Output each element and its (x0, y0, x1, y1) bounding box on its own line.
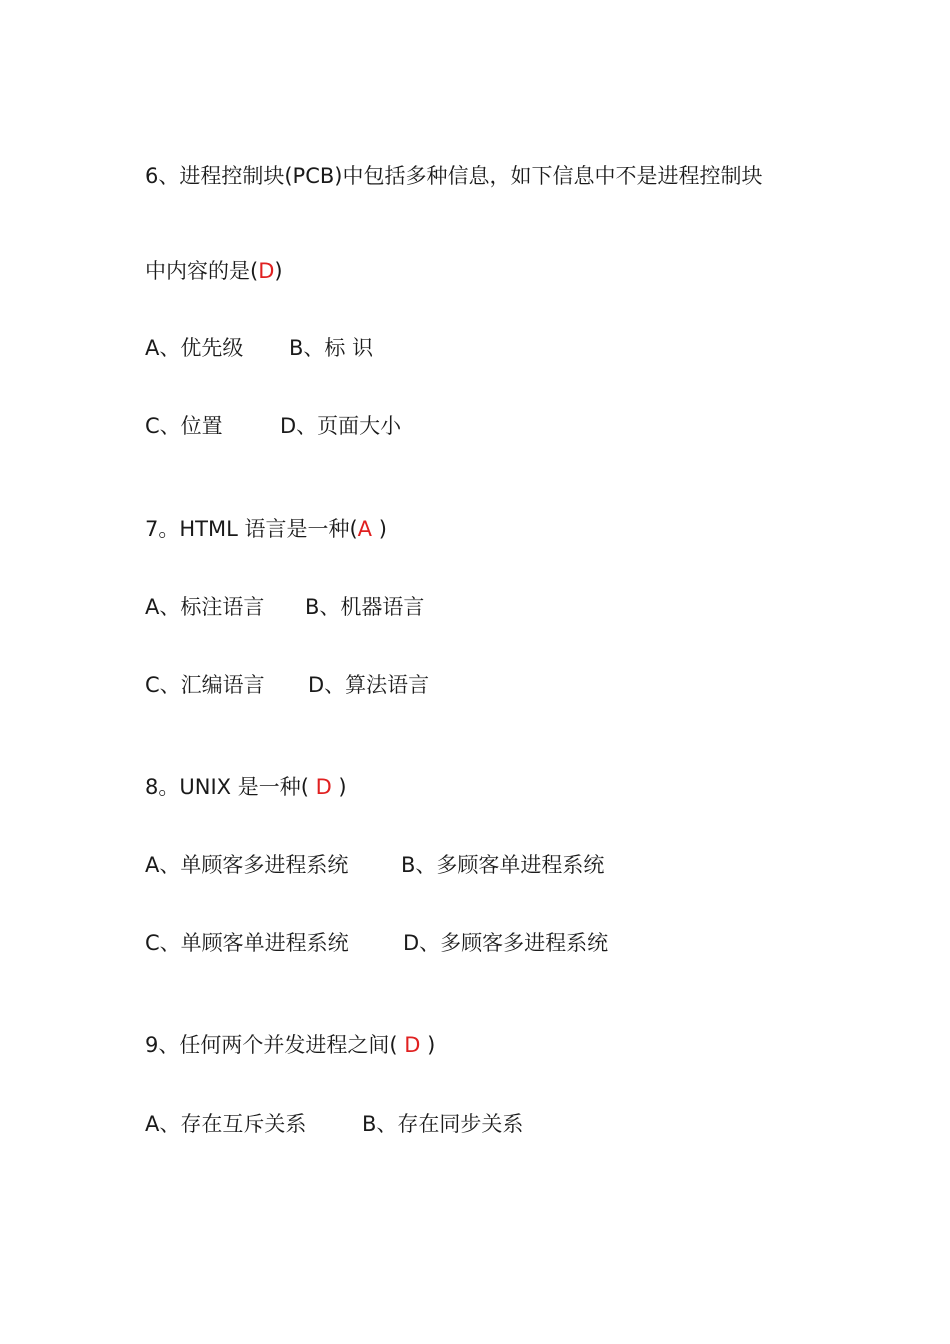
question-6-stem-prefix: 中内容的是( (145, 259, 259, 283)
question-7-options-row1 (145, 593, 425, 621)
question-6-options-row2 (145, 412, 402, 440)
question-7-answer: A (357, 517, 373, 541)
question-6-option-c: C、位置 (145, 414, 223, 438)
question-7-stem-prefix: 7。HTML 语言是一种( (145, 517, 358, 541)
question-9-stem-suffix: ) (420, 1033, 436, 1057)
question-8-options-row2 (145, 929, 609, 957)
question-7-stem (145, 515, 387, 543)
question-6-option-b: B、标 识 (289, 336, 374, 360)
question-7-option-b: B、机器语言 (305, 595, 425, 619)
question-8-option-d: D、多顾客多进程系统 (403, 931, 609, 955)
question-8-stem-suffix: ) (331, 775, 347, 799)
question-9-option-b: B、存在同步关系 (362, 1112, 524, 1136)
question-6-stem-line2 (145, 257, 283, 285)
question-7-option-a: A、标注语言 (145, 595, 265, 619)
question-6-stem-text: 6、进程控制块(PCB)中包括多种信息，如下信息中不是进程控制块 (145, 164, 763, 188)
question-7-option-d: D、算法语言 (308, 673, 430, 697)
question-7-option-c: C、汇编语言 (145, 673, 265, 697)
question-8-options-row1 (145, 851, 605, 879)
question-9-stem-prefix: 9、任何两个并发进程之间( (145, 1033, 398, 1057)
question-6-option-a: A、优先级 (145, 336, 244, 360)
question-9-stem (145, 1031, 435, 1059)
question-6-stem-line1 (145, 162, 762, 190)
question-6-stem-suffix: ) (274, 259, 283, 283)
question-7-options-row2 (145, 671, 430, 699)
question-6-answer: D (258, 259, 275, 283)
question-6-options-row1 (145, 334, 374, 362)
question-8-option-c: C、单顾客单进程系统 (145, 931, 349, 955)
question-8-option-a: A、单顾客多进程系统 (145, 853, 349, 877)
question-8-option-b: B、多顾客单进程系统 (401, 853, 605, 877)
question-7-stem-suffix: ) (372, 517, 387, 541)
question-9-answer: D (397, 1033, 421, 1057)
question-9-options-row1 (145, 1110, 524, 1138)
question-8-stem-prefix: 8。UNIX 是一种( (145, 775, 309, 799)
question-6-option-d: D、页面大小 (280, 414, 402, 438)
question-9-option-a: A、存在互斥关系 (145, 1112, 307, 1136)
question-8-stem (145, 773, 347, 801)
question-8-answer: D (308, 775, 332, 799)
